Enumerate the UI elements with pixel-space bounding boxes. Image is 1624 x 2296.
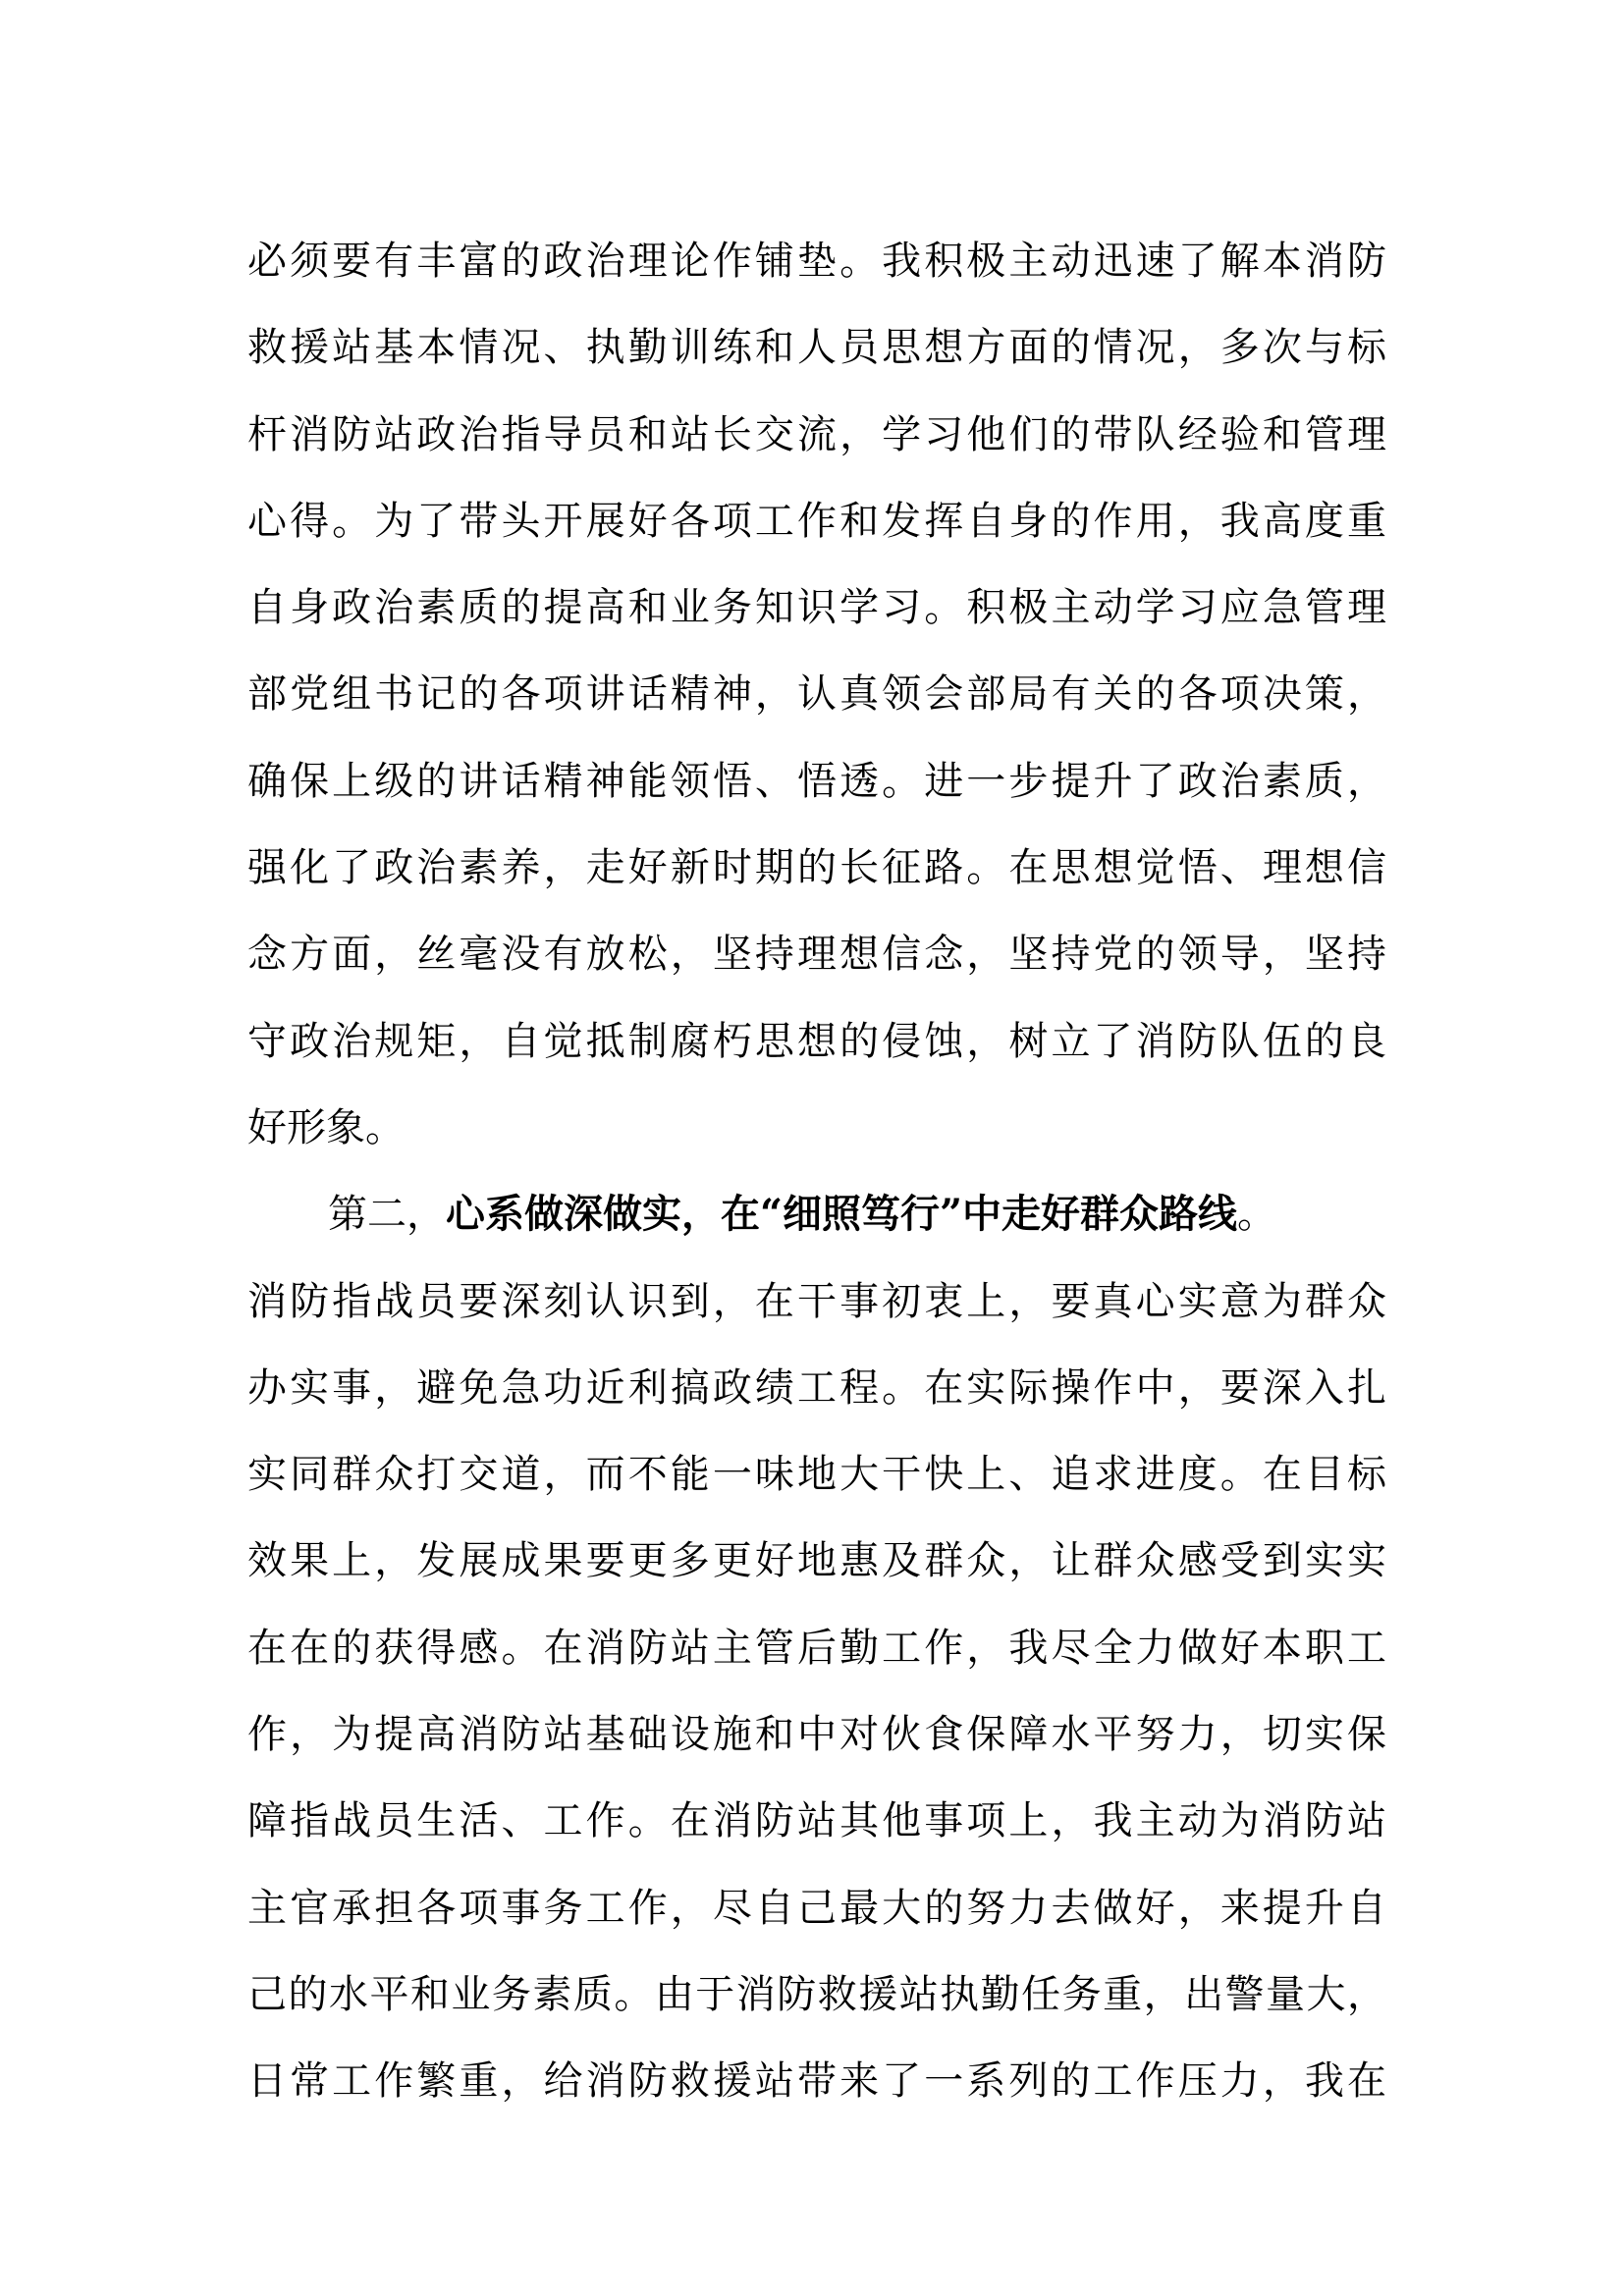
paragraph-2 [247,1171,1386,2124]
paragraph-1-line: 自身政治素质的提高和业务知识学习。积极主动学习应急管理 [247,585,1386,631]
paragraph-1-line: 救援站基本情况、执勤训练和人员思想方面的情况，多次与标 [247,325,1386,371]
paragraph-1-line: 必须要有丰富的政治理论作铺垫。我积极主动迅速了解本消防 [247,239,1386,284]
paragraph-1-line: 心得。为了带头开展好各项工作和发挥自身的作用，我高度重 [247,498,1386,544]
paragraph-2-line: 主官承担各项事务工作，尽自己最大的努力去做好，来提升自 [247,1885,1386,1931]
paragraph-2-intro: 第二， [328,1192,446,1238]
paragraph-2-line: 消防指战员要深刻认识到，在干事初衷上，要真心实意为群众 [247,1278,1386,1324]
paragraph-1-line: 确保上级的讲话精神能领悟、悟透。进一步提升了政治素质， [247,758,1386,804]
paragraph-2-line: 办实事，避免急功近利搞政绩工程。在实际操作中，要深入扎 [247,1364,1386,1411]
paragraph-1-line: 念方面，丝毫没有放松，坚持理想信念，坚持党的领导，坚持 [247,932,1386,978]
paragraph-2-line: 障指战员生活、工作。在消防站其他事项上，我主动为消防站 [247,1798,1386,1844]
paragraph-2-line: 效果上，发展成果要更多更好地惠及群众，让群众感受到实实 [247,1538,1386,1584]
paragraph-1-line: 部党组书记的各项讲话精神，认真领会部局有关的各项决策， [247,671,1386,718]
paragraph-2-line: 作，为提高消防站基础设施和中对伙食保障水平努力，切实保 [247,1712,1386,1758]
paragraph-2-line: 己的水平和业务素质。由于消防救援站执勤任务重，出警量大， [247,1971,1386,2017]
section-heading: 心系做深做实，在“细照笃行”中走好群众路线 [446,1191,1238,1238]
paragraph-1 [247,218,1386,1171]
paragraph-1-line: 杆消防站政治指导员和站长交流，学习他们的带队经验和管理 [247,411,1386,457]
paragraph-2-line: 日常工作繁重，给消防救援站带来了一系列的工作压力，我在 [247,2058,1386,2105]
document-body [247,218,1386,2125]
paragraph-1-line: 守政治规矩，自觉抵制腐朽思想的侵蚀，树立了消防队伍的良 [247,1018,1386,1064]
paragraph-2-heading-line [247,1171,1386,1257]
heading-period: 。 [1237,1192,1277,1238]
paragraph-1-line: 强化了政治素养，走好新时期的长征路。在思想觉悟、理想信 [247,845,1386,891]
paragraph-1-line: 好形象。 [247,1104,405,1150]
paragraph-2-line: 在在的获得感。在消防站主管后勤工作，我尽全力做好本职工 [247,1625,1386,1671]
paragraph-2-line: 实同群众打交道，而不能一味地大干快上、追求进度。在目标 [247,1452,1386,1498]
